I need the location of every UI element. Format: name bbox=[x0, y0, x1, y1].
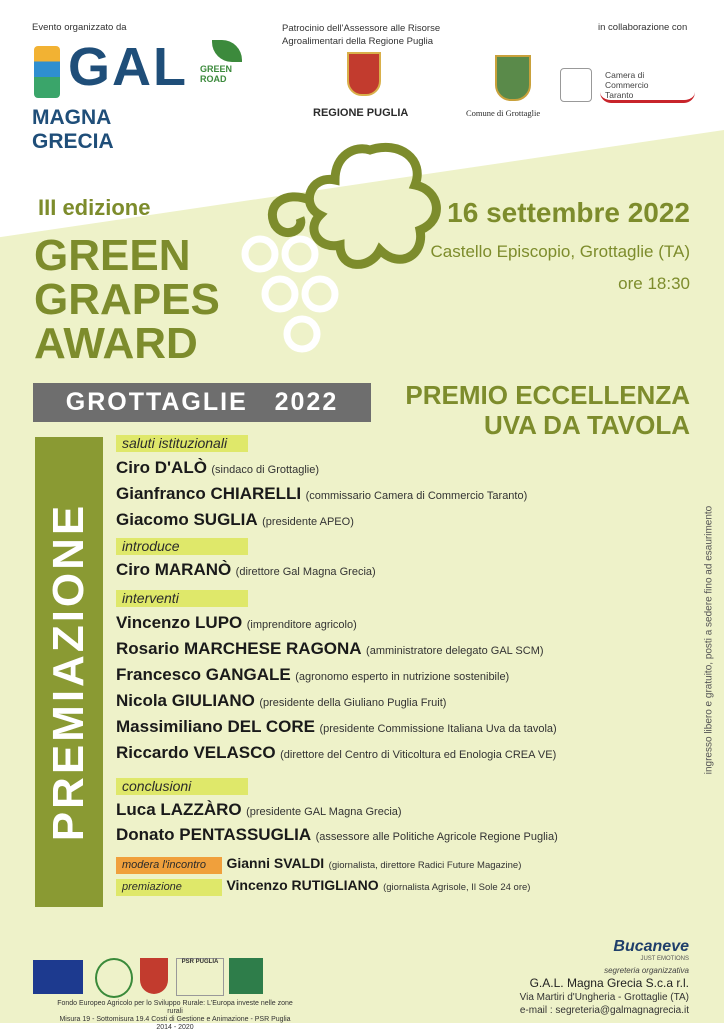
section-introduce: introduce bbox=[116, 538, 248, 555]
fund-text: Fondo Europeo Agricolo per lo Sviluppo Rurale: L'Europa investe nelle zone rurali Misura 19 - Sottomisura 19.4 Costi di Gestione e Animazione - PSR Puglia 2014 - 2020 bbox=[57, 1000, 293, 1031]
moderator-name: Gianni SVALDI bbox=[226, 855, 325, 871]
section-interventi: interventi bbox=[116, 590, 248, 607]
section-conclusioni: conclusioni bbox=[116, 778, 248, 795]
location-year-banner: GROTTAGLIE 2022 bbox=[33, 383, 371, 422]
list-item: Luca LAZZÀRO (presidente GAL Magna Grecia) bbox=[116, 800, 402, 819]
title-line-1: GREEN bbox=[34, 231, 191, 280]
gal-subtitle: MAGNA GRECIA bbox=[32, 106, 114, 153]
regione-emblem-icon bbox=[140, 958, 168, 994]
event-title bbox=[34, 231, 220, 368]
camera-label: Camera di Commercio Taranto bbox=[605, 70, 649, 100]
list-item: Riccardo VELASCO (direttore del Centro di Viticoltura ed Enologia CREA VE) bbox=[116, 743, 557, 762]
premiazione-label: PREMIAZIONE bbox=[44, 502, 93, 842]
award-name: Vincenzo RUTIGLIANO bbox=[226, 877, 379, 893]
company-name: G.A.L. Magna Grecia S.c.a r.l. bbox=[529, 976, 689, 990]
company-email[interactable]: e-mail : segreteria@galmagnagrecia.it bbox=[519, 1005, 689, 1016]
moderator-label: modera l'incontro bbox=[116, 857, 222, 874]
prize-title bbox=[405, 380, 690, 440]
title-line-3: AWARD bbox=[34, 319, 198, 368]
moderator-row bbox=[116, 855, 521, 874]
grape-circles-icon bbox=[240, 232, 350, 362]
edition-label: III edizione bbox=[38, 195, 151, 220]
list-item: Massimiliano DEL CORE (presidente Commissione Italiana Uva da tavola) bbox=[116, 717, 557, 736]
comune-crest-icon bbox=[495, 55, 531, 101]
section-saluti: saluti istituzionali bbox=[116, 435, 248, 452]
side-note: ingresso libero e gratuito, posti a sedere fino ad esaurimento bbox=[703, 505, 715, 775]
gal-logo bbox=[32, 37, 188, 153]
award-label: premiazione bbox=[116, 879, 222, 896]
event-place: Castello Episcopio, Grottaglie (TA) bbox=[430, 242, 690, 261]
segreteria-label: segreteria organizzativa bbox=[604, 966, 689, 975]
list-item: Nicola GIULIANO (presidente della Giuliano Puglia Fruit) bbox=[116, 691, 447, 710]
list-item: Ciro MARANÒ (direttore Gal Magna Grecia) bbox=[116, 560, 376, 579]
side-note-container bbox=[702, 505, 716, 775]
list-item: Gianfranco CHIARELLI (commissario Camera di Commercio Taranto) bbox=[116, 484, 528, 503]
camera-logo-icon bbox=[560, 68, 592, 102]
eu-flag-icon bbox=[33, 960, 83, 994]
premiazione-bar bbox=[35, 437, 103, 907]
list-item: Giacomo SUGLIA (presidente APEO) bbox=[116, 510, 354, 529]
regione-puglia-logo bbox=[347, 52, 381, 96]
green-road-text: GREEN ROAD bbox=[200, 64, 233, 84]
list-item: Vincenzo LUPO (imprenditore agricolo) bbox=[116, 613, 357, 632]
psr-label: PSR PUGLIA bbox=[181, 959, 219, 965]
collaboration-label: in collaborazione con bbox=[598, 22, 688, 33]
leaf-icon bbox=[212, 40, 242, 62]
organized-by-label: Evento organizzato da bbox=[32, 22, 127, 33]
green-road-logo bbox=[200, 40, 268, 90]
award-role: (giornalista Agrisole, Il Sole 24 ore) bbox=[383, 882, 531, 893]
event-date: 16 settembre 2022 bbox=[447, 197, 690, 228]
comune-label: Comune di Grottaglie bbox=[466, 108, 541, 118]
list-item: Rosario MARCHESE RAGONA (amministratore delegato GAL SCM) bbox=[116, 639, 544, 658]
award-row bbox=[116, 877, 530, 896]
company-address: Via Martiri d'Ungheria - Grottaglie (TA) bbox=[519, 992, 689, 1003]
moderator-role: (giornalista, direttore Radici Future Magazine) bbox=[328, 860, 522, 871]
prize-line-1: PREMIO ECCELLENZA bbox=[405, 380, 690, 410]
list-item: Ciro D'ALÒ (sindaco di Grottaglie) bbox=[116, 458, 319, 477]
regione-label: REGIONE PUGLIA bbox=[313, 107, 409, 119]
prize-line-2: UVA DA TAVOLA bbox=[483, 410, 690, 440]
event-time: ore 18:30 bbox=[618, 274, 690, 293]
list-item: Francesco GANGALE (agronomo esperto in nutrizione sostenibile) bbox=[116, 665, 510, 684]
patronage-text: Patrocinio dell'Assessore alle Risorse Agroalimentari della Regione Puglia bbox=[282, 23, 441, 47]
gal-logo-text: GAL bbox=[68, 37, 188, 97]
camera-swoosh-icon bbox=[600, 92, 695, 103]
psr-logo bbox=[176, 958, 224, 996]
title-line-2: GRAPES bbox=[34, 275, 220, 324]
bucaneve-logo: Bucaneve JUST EMOTIONS bbox=[613, 938, 689, 962]
italy-emblem-icon bbox=[95, 958, 133, 998]
gal-logo-icon bbox=[34, 46, 60, 98]
leader-logo-icon bbox=[229, 958, 263, 994]
list-item: Donato PENTASSUGLIA (assessore alle Politiche Agricole Regione Puglia) bbox=[116, 825, 558, 844]
